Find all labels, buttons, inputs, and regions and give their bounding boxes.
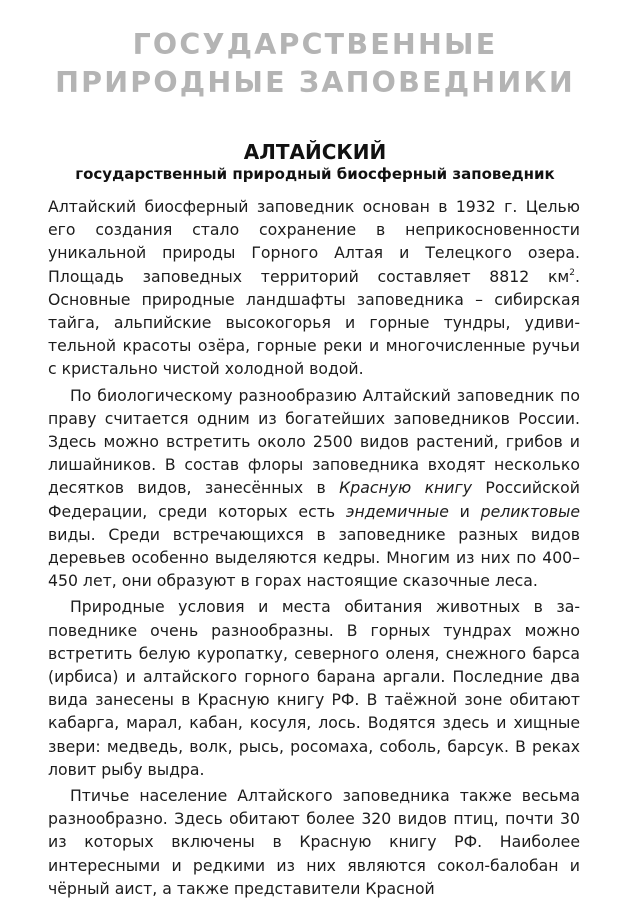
term-endemic: эндемичные bbox=[345, 501, 449, 521]
term-red-book: Красную книгу bbox=[339, 478, 473, 498]
paragraph-fauna: Природные условия и места обитания животных в заповеднике очень разнообразны. В горных тундрах можно встретить белую куропатку, северного оленя, снежного барса (ирбиса) и алтайского горного барана аргали. Последние два вида занесены в Красную книгу РФ. В таёжной зоне обитают кабарга, марал, кабан, косуля, лось. Водятся здесь и хищные звери: медведь, волк, рысь, росомаха, соболь, барсук. В реках ловит рыбу выдра. bbox=[48, 597, 580, 779]
paragraph-intro-text-1: Алтайский биосферный заповедник основан в 1932 г. Целью его создания стало сохранение в неприкосновенности уникальной природы Горного Алтая и Телецкого озера. Площадь заповедных территорий составляет 8812 км bbox=[48, 197, 580, 286]
article-body bbox=[48, 195, 580, 903]
reserve-name-heading: АЛТАЙСКИЙ bbox=[243, 140, 387, 164]
reserve-subtitle: государственный природный биосферный заповедник bbox=[75, 165, 555, 183]
area-unit-superscript: 2 bbox=[569, 267, 575, 278]
paragraph-intro-text-2: . Основные природные ландшафты заповедника – сибирская тайга, альпийские высокогорья и горные тундры, удивительной красоты озёра, горные реки и многочисленные ручьи с кристально чистой холодной водой. bbox=[48, 266, 580, 379]
paragraph-flora bbox=[48, 384, 580, 593]
paragraph-flora-text-2: Российской Федерации, среди которых есть bbox=[48, 478, 580, 521]
paragraph-flora-text-3: и bbox=[448, 501, 481, 521]
section-title-line-2: ПРИРОДНЫЕ ЗАПОВЕДНИКИ bbox=[55, 66, 575, 99]
section-title-line-1: ГОСУДАРСТВЕННЫЕ bbox=[132, 28, 498, 61]
paragraph-birds: Птичье население Алтайского заповедника также весьма разнообразно. Здесь обитают более 320 видов птиц, почти 30 из которых включены в Красную книгу РФ. Наиболее интересными и редкими из них являются сокол-балобан и чёрный аист, а также представители Красной bbox=[48, 786, 580, 898]
paragraph-flora-text-4: виды. Среди встречающихся в заповеднике разных видов деревьев особенно выделяются кедры. Многим из них по 400–450 лет, они образуют в горах настоящие сказочные леса. bbox=[48, 524, 580, 591]
paragraph-flora-text-1: По биологическому разнообразию Алтайский заповедник по праву считается одним из богатейших заповедников России. Здесь можно встретить около 2500 видов растений, грибов и лишайников. В состав флоры заповедника входят несколько десятков видов, занесённых в bbox=[48, 385, 580, 498]
paragraph-intro bbox=[48, 195, 580, 381]
term-relict: реликтовые bbox=[480, 501, 580, 521]
section-title bbox=[0, 26, 630, 102]
